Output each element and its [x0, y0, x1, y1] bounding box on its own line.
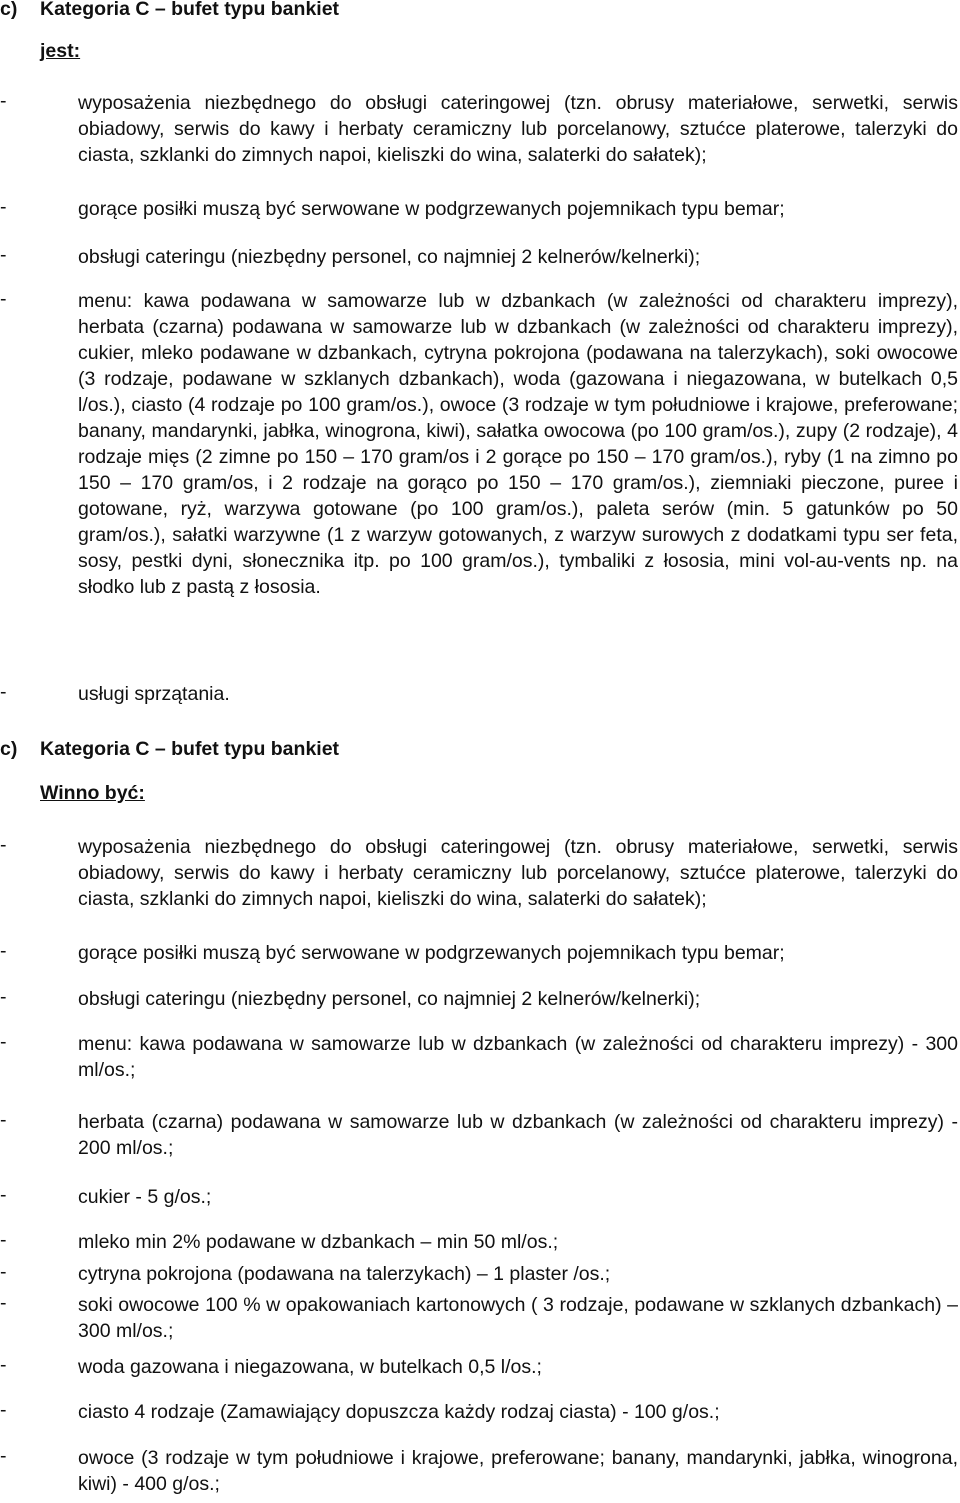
- list-item-text: cytryna pokrojona (podawana na talerzykach) – 1 plaster /os.;: [78, 1263, 611, 1285]
- bullet-dash: -: [0, 986, 7, 1008]
- list-item-text: owoce (3 rodzaje w tym południowe i krajowe, preferowane; banany, mandarynki, jabłka, winogrona, kiwi) - 400 g/os.;: [78, 1447, 958, 1495]
- list-item-text: woda gazowana i niegazowana, w butelkach 0,5 l/os.;: [78, 1356, 542, 1378]
- bullet-dash: -: [0, 1292, 7, 1314]
- bullet-dash: -: [0, 681, 7, 703]
- section-title: Kategoria C – bufet typu bankiet: [40, 738, 340, 760]
- bullet-dash: -: [0, 1031, 7, 1053]
- section-title: Kategoria C – bufet typu bankiet: [40, 0, 340, 20]
- list-item-text: gorące posiłki muszą być serwowane w podgrzewanych pojemnikach typu bemar;: [78, 942, 785, 964]
- bullet-dash: -: [0, 1445, 7, 1467]
- list-item-text: herbata (czarna) podawana w samowarze lub w dzbankach (w zależności od charakteru imprezy) - 200 ml/os.;: [78, 1111, 958, 1159]
- section-heading: [0, 738, 339, 761]
- list-item-text: obsługi cateringu (niezbędny personel, co najmniej 2 kelnerów/kelnerki);: [78, 988, 701, 1010]
- list-item-text: soki owocowe 100 % w opakowaniach kartonowych ( 3 rodzaje, podawane w szklanych dzbankach) – 300 ml/os.;: [78, 1294, 958, 1342]
- section-letter: c): [0, 738, 18, 760]
- list-item-text: mleko min 2% podawane w dzbankach – min 50 ml/os.;: [78, 1231, 559, 1253]
- list-item-text: cukier - 5 g/os.;: [78, 1186, 212, 1208]
- bullet-dash: -: [0, 288, 7, 310]
- list-item-text: gorące posiłki muszą być serwowane w podgrzewanych pojemnikach typu bemar;: [78, 198, 785, 220]
- bullet-dash: -: [0, 1184, 7, 1206]
- section-subtitle: Winno być:: [40, 782, 145, 804]
- bullet-dash: -: [0, 834, 7, 856]
- section-heading: [0, 0, 339, 21]
- list-item-text: usługi sprzątania.: [78, 683, 230, 705]
- bullet-dash: -: [0, 244, 7, 266]
- bullet-dash: -: [0, 1229, 7, 1251]
- bullet-dash: -: [0, 1261, 7, 1283]
- bullet-dash: -: [0, 1399, 7, 1421]
- section-subtitle: jest:: [40, 40, 81, 62]
- list-item-text: menu: kawa podawana w samowarze lub w dzbankach (w zależności od charakteru imprezy), herbata (czarna) podawana w samowarze lub w dzbankach (w zależności od charakteru imprezy), cukier, mleko podawane w dzbankach, cytryna pokrojona (podawana na talerzykach), soki owocowe (3 rodzaje, podawane w szklanych dzbankach), woda (gazowana i niegazowana, w butelkach 0,5 l/os.), ciasto (4 rodzaje po 100 gram/os.), owoce (3 rodzaje w tym południowe i krajowe, preferowane; banany, mandarynki, jabłka, winogrona, kiwi), sałatka owocowa (po 100 gram/os.), zupy (2 rodzaje), 4 rodzaje mięs (2 zimne po 150 – 170 gram/os i 2 gorące po 150 – 170 gram/os.), ryby (1 na zimno po 150 – 170 gram/os, i 2 rodzaje na gorąco po 150 – 170 gram/os.), ziemniaki pieczone, puree i gotowane, ryż, warzywa gotowane (po 100 gram/os.), paleta serów (min. 5 gatunków po 50 gram/os.), sałatki warzywne (1 z warzyw gotowanych, z warzyw surowych z dodatkami typu ser feta, sosy, pestki dyni, słonecznika itp. po 100 gram/os.), tymbaliki z łososia, mini vol-au-vents np. na słodko lub z pastą z łososia.: [78, 290, 958, 598]
- list-item-text: wyposażenia niezbędnego do obsługi cateringowej (tzn. obrusy materiałowe, serwetki, serwis obiadowy, serwis do kawy i herbaty ceramiczny lub porcelanowy, sztućce platerowe, talerzyki do ciasta, szklanki do zimnych napoi, kieliszki do wina, salaterki do sałatek);: [78, 836, 958, 910]
- list-item-text: obsługi cateringu (niezbędny personel, co najmniej 2 kelnerów/kelnerki);: [78, 246, 701, 268]
- list-item-text: menu: kawa podawana w samowarze lub w dzbankach (w zależności od charakteru imprezy) - 300 ml/os.;: [78, 1033, 958, 1081]
- bullet-dash: -: [0, 940, 7, 962]
- list-item-text: wyposażenia niezbędnego do obsługi cateringowej (tzn. obrusy materiałowe, serwetki, serwis obiadowy, serwis do kawy i herbaty ceramiczny lub porcelanowy, sztućce platerowe, talerzyki do ciasta, szklanki do zimnych napoi, kieliszki do wina, salaterki do sałatek);: [78, 92, 958, 166]
- bullet-dash: -: [0, 1109, 7, 1131]
- bullet-dash: -: [0, 1354, 7, 1376]
- section-letter: c): [0, 0, 18, 20]
- list-item-text: ciasto 4 rodzaje (Zamawiający dopuszcza każdy rodzaj ciasta) - 100 g/os.;: [78, 1401, 720, 1423]
- bullet-dash: -: [0, 90, 7, 112]
- bullet-dash: -: [0, 196, 7, 218]
